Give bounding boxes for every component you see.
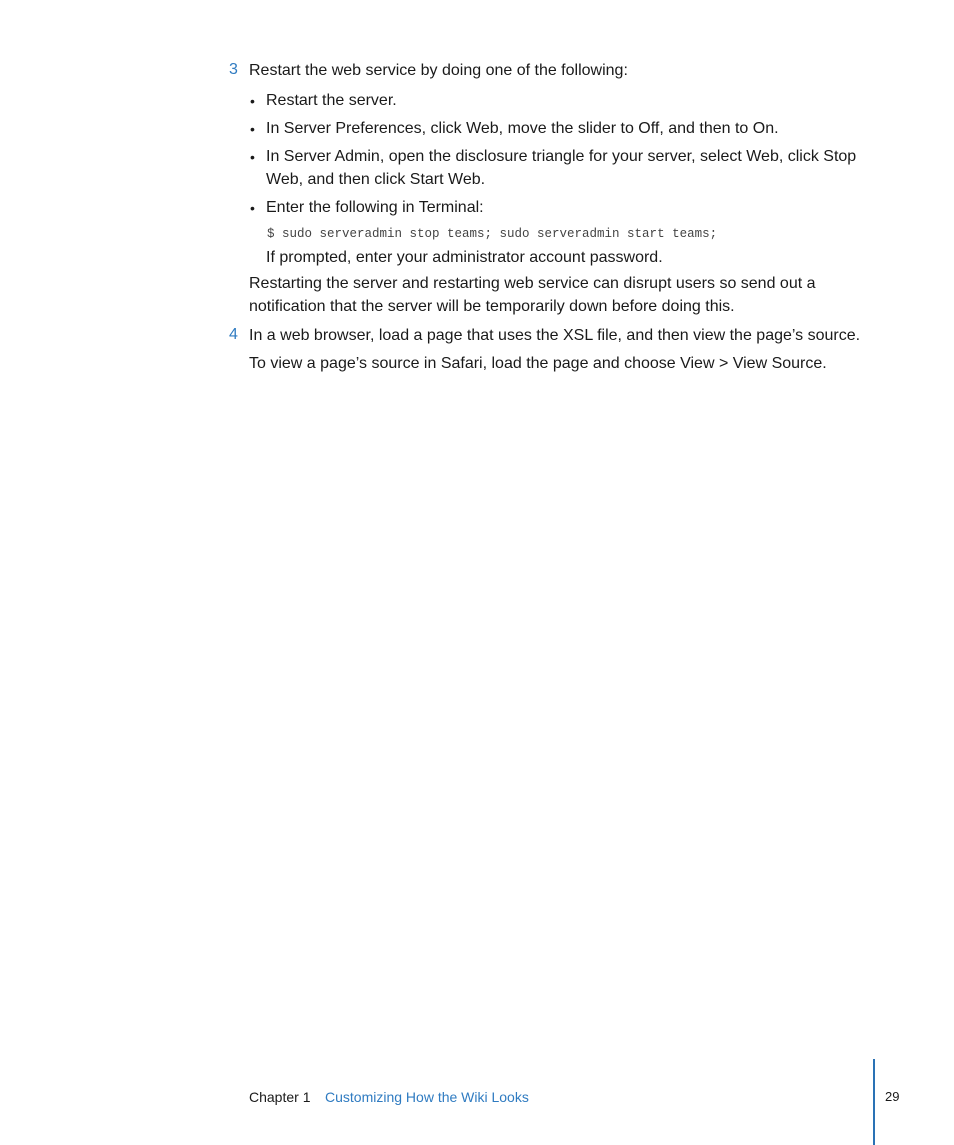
bullet-item: Enter the following in Terminal: — [266, 199, 484, 216]
code-note: If prompted, enter your administrator account password. — [266, 249, 663, 266]
step-number: 4 — [229, 326, 238, 343]
note-paragraph-line: Restarting the server and restarting web service can disrupt users so send out a — [249, 275, 816, 292]
bullet-item-continuation: Web, and then click Start Web. — [266, 171, 486, 188]
footer-chapter-title[interactable]: Customizing How the Wiki Looks — [325, 1089, 529, 1105]
bullet-marker: • — [250, 200, 255, 216]
page-number: 29 — [885, 1089, 900, 1104]
step-detail: To view a page’s source in Safari, load the page and choose View > View Source. — [249, 355, 827, 372]
bullet-marker: • — [250, 149, 255, 165]
step-text: Restart the web service by doing one of the following: — [249, 62, 628, 79]
bullet-item: In Server Admin, open the disclosure triangle for your server, select Web, click Stop — [266, 148, 857, 165]
footer-chapter-label: Chapter 1 — [249, 1089, 311, 1105]
bullet-marker: • — [250, 121, 255, 137]
footer-divider — [873, 1059, 875, 1145]
bullet-item: In Server Preferences, click Web, move the slider to Off, and then to On. — [266, 120, 779, 137]
bullet-marker: • — [250, 93, 255, 109]
terminal-command: $ sudo serveradmin stop teams; sudo serveradmin start teams; — [267, 227, 718, 241]
step-number: 3 — [229, 61, 238, 78]
note-paragraph-line: notification that the server will be temporarily down before doing this. — [249, 298, 735, 315]
step-text: In a web browser, load a page that uses the XSL file, and then view the page’s source. — [249, 327, 861, 344]
bullet-item: Restart the server. — [266, 92, 397, 109]
